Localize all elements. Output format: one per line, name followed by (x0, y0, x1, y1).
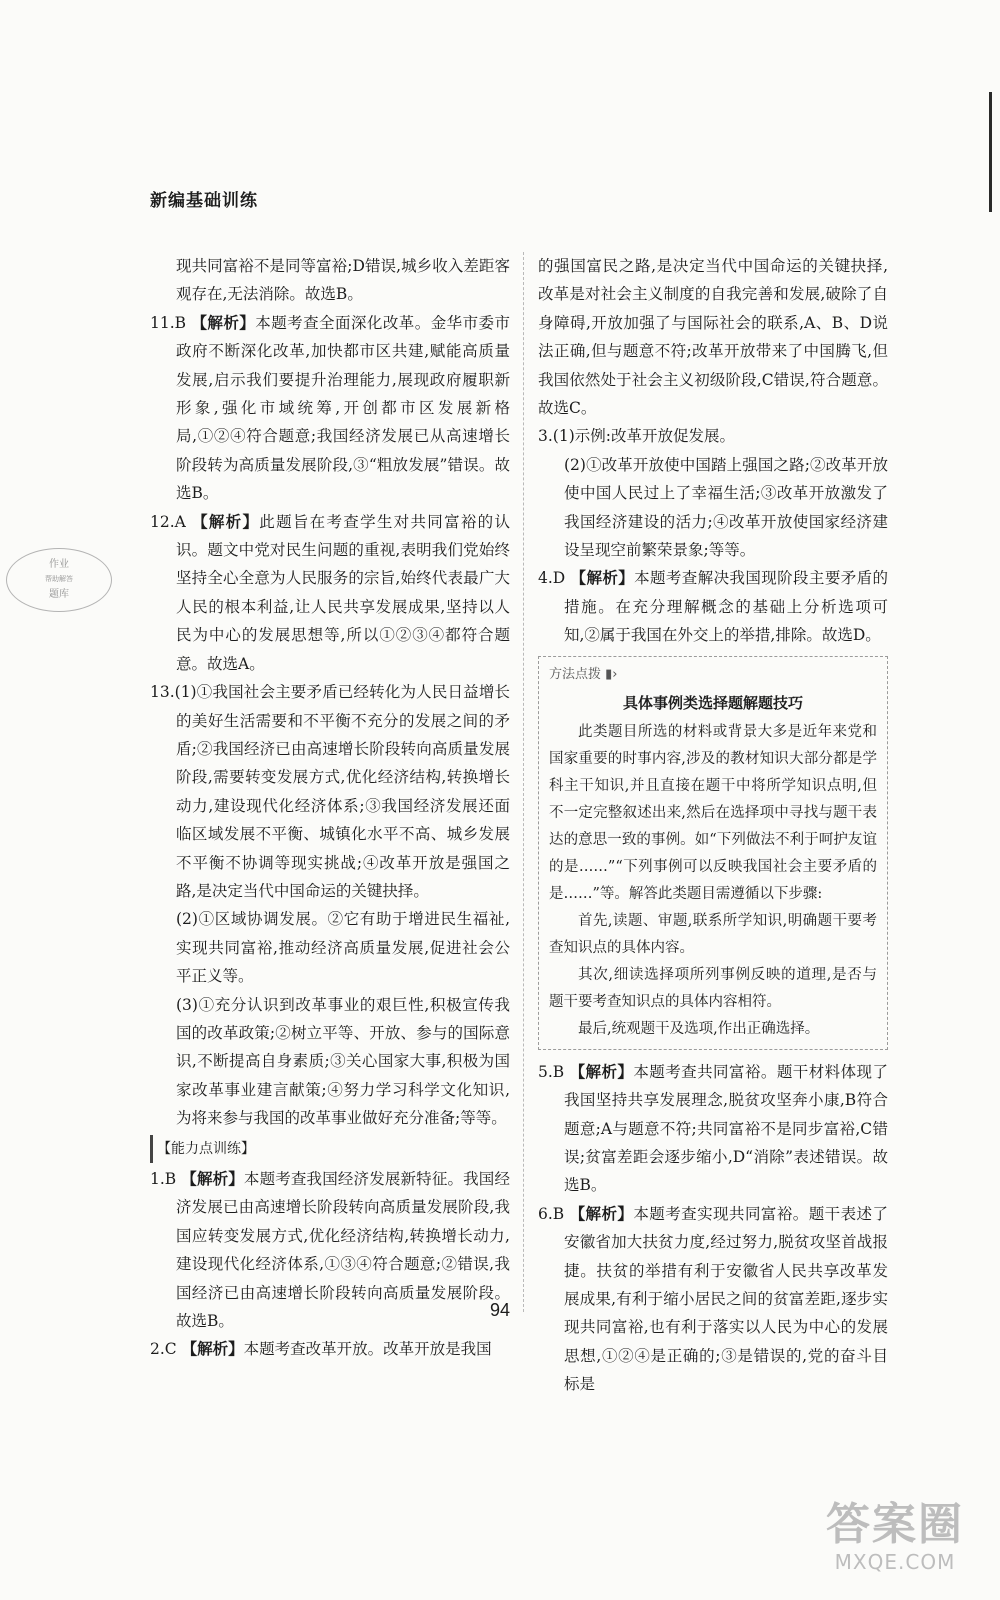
answer-number: 4.D (538, 569, 566, 588)
analysis-tag: 【解析】 (569, 1062, 634, 1081)
answer-11 (150, 309, 510, 508)
speaker-icon: ▮› (605, 666, 618, 682)
answer-text: 此题旨在考查学生对共同富裕的认识。题文中党对民生问题的重视,表明我们党始终坚持全心全意为人民服务的宗旨,始终代表最广大人民的根本利益,让人民共享发展成果,坚持以人民为中心的发展思想等,所以①②③④都符合题意。故选A。 (176, 512, 510, 673)
answer-number: 1.B (150, 1170, 177, 1188)
analysis-tag: 【解析】 (191, 313, 256, 332)
answer-text: 本题考查我国经济发展新特征。我国经济发展已由高速增长阶段转向高质量发展阶段,我国应转变发展方式,优化经济结构,转换增长动力,建设现代化经济体系,①③④符合题意;②错误,我国经济已由高速增长阶段转向高质量发展阶段。故选B。 (176, 1170, 510, 1331)
tip-paragraph: 此类题目所选的材料或背景大多是近年来党和国家重要的时事内容,涉及的教材知识大部分都是学科主干知识,并且直接在题干中将所学知识点明,但不一定完整叙述出来,然后在选择项中寻找与题干表达的意思一致的事例。如“下列做法不利于呵护友谊的是……”“下列事例可以反映我国社会主要矛盾的是……”等。解答此类题目需遵循以下步骤: (549, 723, 877, 902)
homework-stamp-logo: 作业 帮助解答 题库 (6, 548, 112, 612)
answer-2 (150, 1335, 510, 1363)
answer-number: 2.C (150, 1340, 177, 1359)
header-title: 新编基础训练 (150, 191, 258, 211)
tip-header-label: 方法点拨 (549, 666, 602, 682)
analysis-tag: 【解析】 (569, 1204, 634, 1223)
answer-text: 本题考查全面深化改革。金华市委市政府不断深化改革,加快都市区共建,赋能高质量发展,启示我们要提升治理能力,展现政府履职新形象,强化市域统筹,开创都市区发展新格局,①②④符合题意;我国经济发展已从高速增长阶段转为高质量发展阶段,③“粗放发展”错误。故选B。 (176, 313, 510, 503)
answer-number: 6.B (538, 1204, 565, 1223)
page-number: 94 (489, 1300, 511, 1320)
answer-text: 本题考查解决我国现阶段主要矛盾的措施。在充分理解概念的基础上分析选项可知,②属于我国在外交上的举措,排除。故选D。 (564, 569, 888, 645)
answer-13-part-1: 13.(1)①我国社会主要矛盾已经转化为人民日益增长的美好生活需要和不平衡不充分的发展之间的矛盾;②我国经济已由高速增长阶段转向高质量发展阶段,需要转变发展方式,优化经济结构,转换增长动力,建设现代化经济体系;③我国经济发展还面临区域发展不平衡、城镇化水平不高、城乡发展不平衡不协调等现实挑战;④改革开放是强国之路,是决定当代中国命运的关键抉择。 (150, 683, 510, 900)
tip-header (549, 661, 877, 688)
tip-paragraph: 首先,读题、审题,联系所学知识,明确题干要考查知识点的具体内容。 (549, 912, 877, 956)
answer-text: 本题考查实现共同富裕。题干表述了安徽省加大扶贫力度,经过努力,脱贫攻坚首战报捷。扶贫的举措有利于安徽省人民共享改革发展成果,有利于缩小居民之间的贫富差距,逐步实现共同富裕,也有利于落实以人民为中心的发展思想,①②④是正确的;③是错误的,党的奋斗目标是 (564, 1204, 888, 1394)
answer-3-part-2: (2)①改革开放使中国踏上强国之路;②改革开放使中国人民过上了幸福生活;③改革开放激发了我国经济建设的活力;④改革开放使国家经济建设呈现空前繁荣景象;等等。 (564, 455, 888, 560)
answer-number: 12.A (150, 512, 186, 531)
right-column (538, 252, 888, 1399)
analysis-tag: 【解析】 (570, 569, 635, 588)
method-tip-box (538, 656, 888, 1050)
tip-paragraph: 最后,统观题干及选项,作出正确选择。 (578, 1020, 820, 1037)
answer-number: 5.B (538, 1062, 565, 1081)
answer-text: 本题考查改革开放。改革开放是我国 (243, 1340, 492, 1359)
tip-title: 具体事例类选择题解题技巧 (622, 693, 803, 712)
section-label: 【能力点训练】 (150, 1135, 255, 1163)
column-divider (523, 252, 524, 1312)
analysis-tag: 【解析】 (181, 1170, 244, 1188)
paragraph: 的强国富民之路,是决定当代中国命运的关键抉择,改革是对社会主义制度的自我完善和发展,破除了自身障碍,开放加强了与国际社会的联系,A、B、D说法正确,但与题意不符;改革开放带来了中国腾飞,但我国依然处于社会主义初级阶段,C错误,符合题意。故选C。 (538, 257, 888, 418)
answer-5 (538, 1058, 888, 1200)
answer-4 (538, 564, 888, 649)
answer-13-part-2: (2)①区域协调发展。②它有助于增进民生福祉,实现共同富裕,推动经济高质量发展,促进社会公平正义等。 (176, 910, 510, 986)
analysis-tag: 【解析】 (181, 1340, 244, 1359)
answer-12 (150, 508, 510, 678)
paragraph: 现共同富裕不是同等富裕;D错误,城乡收入差距客观存在,无法消除。故选B。 (176, 257, 510, 304)
tip-paragraph: 其次,细读选择项所列事例反映的道理,是否与题干要考查知识点的具体内容相符。 (549, 966, 877, 1010)
watermark-logo: 答案圈 MXQE.COM (826, 1499, 964, 1574)
page-edge-line (989, 92, 992, 212)
left-column (150, 252, 510, 1364)
answer-3-part-1: 3.(1)示例:改革开放促发展。 (538, 427, 735, 446)
answer-text: 本题考查共同富裕。题干材料体现了我国坚持共享发展理念,脱贫攻坚奔小康,B符合题意;A与题意不符;共同富裕不是同步富裕,C错误;贫富差距会逐步缩小,D“消除”表述错误。故选B。 (564, 1062, 888, 1195)
answer-13-part-3: (3)①充分认识到改革事业的艰巨性,积极宣传我国的改革政策;②树立平等、开放、参与的国际意识,不断提高自身素质;③关心国家大事,积极为国家改革事业建言献策;④努力学习科学文化知识,为将来参与我国的改革事业做好充分准备;等等。 (176, 995, 510, 1128)
analysis-tag: 【解析】 (192, 512, 260, 531)
answer-number: 11.B (150, 313, 187, 332)
